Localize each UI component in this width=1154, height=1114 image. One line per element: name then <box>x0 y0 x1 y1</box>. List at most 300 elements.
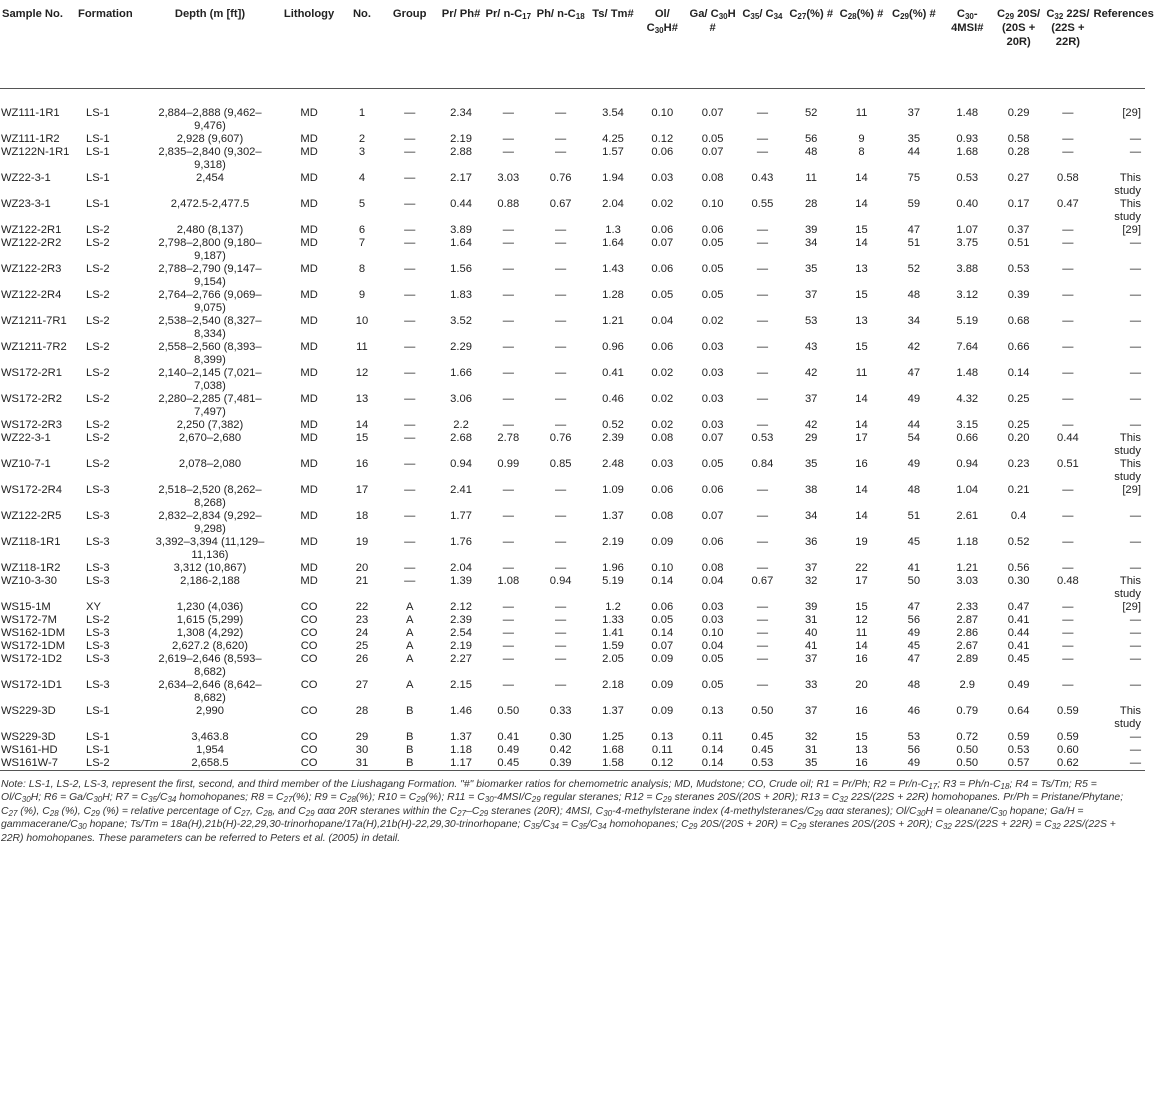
table-cell: — <box>1129 132 1141 145</box>
table-cell: — <box>404 483 416 496</box>
table-cell: WS161-HD <box>1 743 58 756</box>
table-cell: 3.52 <box>450 314 472 327</box>
table-cell: 0.58 <box>1056 171 1079 184</box>
table-cell: 0.12 <box>639 757 686 771</box>
table-row <box>0 705 1145 731</box>
table-cell: 14 <box>855 418 868 431</box>
table-cell: 0.05 <box>701 132 724 145</box>
table-cell: 0.20 <box>1007 431 1030 444</box>
table-cell: 16 <box>355 457 369 470</box>
table-cell: 53 <box>804 314 818 327</box>
table-cell: 1.59 <box>602 639 624 652</box>
table-cell: 28 <box>355 704 369 717</box>
table-cell: 14 <box>855 171 868 184</box>
table-cell: — <box>502 314 514 327</box>
table-cell: MD <box>300 145 318 158</box>
table-cell: 16 <box>837 757 886 771</box>
table-cell: 59 <box>907 197 921 210</box>
table-cell: 0.58 <box>1007 132 1030 145</box>
table-cell: LS-3 <box>85 483 110 496</box>
table-cell: MD <box>300 509 318 522</box>
table-row <box>0 757 1145 771</box>
table-cell: CO <box>300 652 318 665</box>
table-cell: — <box>1129 340 1141 353</box>
table-cell: 0.62 <box>1044 757 1091 771</box>
table-cell: 34 <box>907 314 921 327</box>
table-cell: WS162-1DM <box>1 626 66 639</box>
table-cell: 3.54 <box>602 106 624 119</box>
table-cell: 14 <box>855 509 868 522</box>
table-cell: 49 <box>907 457 921 470</box>
table-cell: 0.59 <box>1056 730 1079 743</box>
table-cell: 19 <box>855 535 868 548</box>
table-cell: WS172-2R3 <box>1 418 62 431</box>
table-cell: 0.03 <box>701 600 724 613</box>
table-cell: 45 <box>907 535 921 548</box>
table-body <box>0 88 1145 770</box>
table-cell: 0.21 <box>1007 483 1030 496</box>
table-cell: LS-3 <box>85 626 110 639</box>
table-cell: 6 <box>358 223 366 236</box>
table-cell: 0.04 <box>701 574 724 587</box>
table-cell: 1.21 <box>602 314 624 327</box>
table-cell: LS-1 <box>85 704 110 717</box>
table-cell: 0.51 <box>1056 457 1079 470</box>
table-cell: 11 <box>855 106 868 119</box>
table-cell: 0.4 <box>1010 509 1027 522</box>
table-cell: 13 <box>855 314 868 327</box>
table-cell: 0.94 <box>549 574 572 587</box>
table-cell: WZ1211-7R2 <box>1 340 67 353</box>
table-cell: 0.07 <box>651 639 674 652</box>
table-cell: This study <box>1114 574 1141 600</box>
table-cell: 2,928 (9,607) <box>176 132 244 145</box>
table-cell: 14 <box>855 483 868 496</box>
table-cell: 50 <box>907 574 921 587</box>
table-cell: 0.13 <box>651 730 674 743</box>
table-cell: WZ22-3-1 <box>1 431 51 444</box>
table-cell: 15 <box>855 600 868 613</box>
table-cell: 0.03 <box>701 392 724 405</box>
table-cell: 0.27 <box>1007 171 1030 184</box>
table-cell: 0.14 <box>686 757 739 771</box>
table-row <box>0 653 1145 679</box>
table-cell: B <box>405 704 414 717</box>
table-cell: — <box>502 340 514 353</box>
table-cell: — <box>555 652 567 665</box>
table-cell: [29] <box>1122 600 1141 613</box>
table-cell: 0.10 <box>701 197 724 210</box>
table-cell: 3.75 <box>956 236 979 249</box>
table-cell: 0.08 <box>701 561 724 574</box>
table-cell: — <box>756 132 768 145</box>
table-cell: 42 <box>907 340 921 353</box>
table-cell: A <box>405 613 414 626</box>
table-cell: 0.85 <box>549 457 572 470</box>
table-row <box>0 289 1145 315</box>
column-header: Lithology <box>274 0 344 88</box>
table-cell: — <box>1062 314 1074 327</box>
table-row <box>0 263 1145 289</box>
table-cell: 45 <box>907 639 921 652</box>
table-cell: — <box>502 145 514 158</box>
table-cell: — <box>1062 288 1074 301</box>
table-cell: 0.33 <box>549 704 572 717</box>
table-cell: 11 <box>855 366 868 379</box>
table-cell: 2.39 <box>450 613 472 626</box>
table-cell: 1.28 <box>602 288 624 301</box>
table-cell: 1.66 <box>450 366 472 379</box>
table-cell: LS-2 <box>85 613 110 626</box>
table-cell: 0.03 <box>701 366 724 379</box>
table-cell: — <box>502 535 514 548</box>
table-cell: — <box>502 132 514 145</box>
table-cell: LS-1 <box>85 743 110 756</box>
table-cell: 3,392–3,394 (11,129–11,136) <box>155 535 265 561</box>
table-cell: CO <box>300 743 318 756</box>
table-cell: — <box>1129 392 1141 405</box>
table-cell: — <box>1129 561 1141 574</box>
table-cell: 0.48 <box>1056 574 1079 587</box>
table-cell: 2.78 <box>497 431 520 444</box>
table-cell: 20 <box>855 678 868 691</box>
table-cell: MD <box>300 236 318 249</box>
table-cell: CO <box>300 730 318 743</box>
table-cell: 0.52 <box>1007 535 1030 548</box>
table-cell: 0.88 <box>497 197 520 210</box>
table-cell: A <box>405 600 414 613</box>
column-header: Group <box>380 0 440 88</box>
table-cell: — <box>756 340 768 353</box>
table-cell: 2.05 <box>602 652 624 665</box>
column-header: Pr/ Ph# <box>439 0 482 88</box>
table-cell: LS-1 <box>85 171 110 184</box>
table-cell: 17 <box>855 431 868 444</box>
table-cell: — <box>1129 626 1141 639</box>
table-cell: 1.37 <box>602 704 624 717</box>
table-cell: 2.68 <box>450 431 472 444</box>
table-cell: 0.02 <box>651 392 674 405</box>
table-row <box>0 614 1145 627</box>
table-cell: 0.09 <box>651 704 674 717</box>
table-cell: 0.06 <box>651 340 674 353</box>
table-cell: 39 <box>804 223 818 236</box>
table-cell: 2,518–2,520 (8,262–8,268) <box>158 483 262 509</box>
table-cell: — <box>404 132 416 145</box>
table-cell: A <box>405 678 414 691</box>
table-cell: WS172-7M <box>1 613 57 626</box>
table-cell: 2.39 <box>602 431 624 444</box>
table-cell: 0.44 <box>1007 626 1030 639</box>
table-cell: 2.61 <box>956 509 979 522</box>
table-cell: 2.89 <box>956 652 979 665</box>
table-cell: — <box>555 132 567 145</box>
table-cell: 0.53 <box>1007 743 1030 756</box>
table-cell: LS-1 <box>85 106 110 119</box>
table-cell: CO <box>274 757 344 771</box>
table-cell: 15 <box>855 288 868 301</box>
table-cell: 0.41 <box>602 366 624 379</box>
table-cell: 31 <box>804 743 818 756</box>
table-cell: — <box>1062 366 1074 379</box>
table-cell: 53 <box>907 730 921 743</box>
table-cell: 22 <box>855 561 868 574</box>
table-cell: This study <box>1114 431 1141 457</box>
table-cell: 0.03 <box>701 340 724 353</box>
table-cell: 15 <box>855 223 868 236</box>
table-cell: LS-2 <box>85 223 110 236</box>
column-header: $C_{28}(\%)$ # <box>837 0 886 88</box>
table-cell: 0.07 <box>701 106 724 119</box>
table-cell: This study <box>1114 197 1141 223</box>
table-cell: CO <box>300 678 318 691</box>
table-cell: 37 <box>804 704 818 717</box>
table-row <box>0 315 1145 341</box>
table-cell: MD <box>300 418 318 431</box>
table-cell: — <box>1062 223 1074 236</box>
table-cell: — <box>1062 535 1074 548</box>
table-cell: 15 <box>855 340 868 353</box>
table-row <box>0 731 1145 744</box>
table-cell: — <box>756 652 768 665</box>
table-cell: 0.07 <box>701 145 724 158</box>
table-cell: 2,627.2 (8,620) <box>172 639 248 652</box>
table-cell: 0.03 <box>701 613 724 626</box>
table-cell: MD <box>300 574 318 587</box>
table-cell: — <box>502 652 514 665</box>
table-cell: 2,670–2,680 <box>178 431 242 444</box>
table-cell: — <box>1062 262 1074 275</box>
table-cell: 2,798–2,800 (9,180–9,187) <box>158 236 262 262</box>
table-cell: — <box>404 392 416 405</box>
table-cell: 0.39 <box>1007 288 1030 301</box>
table-cell: 56 <box>804 132 818 145</box>
table-cell: CO <box>300 639 318 652</box>
table-row <box>0 393 1145 419</box>
table-cell: 2.9 <box>959 678 976 691</box>
table-cell: — <box>502 366 514 379</box>
table-cell: 0.66 <box>956 431 979 444</box>
table-cell: — <box>502 392 514 405</box>
table-cell: CO <box>300 626 318 639</box>
table-cell: 1.21 <box>956 561 979 574</box>
column-header: $C_{27}(\%)$ # <box>786 0 837 88</box>
table-cell: WZ122-2R2 <box>1 236 62 249</box>
table-cell: A <box>405 626 414 639</box>
table-cell: — <box>1129 678 1141 691</box>
table-cell: — <box>502 561 514 574</box>
table-cell: — <box>555 366 567 379</box>
table-cell: 0.53 <box>956 171 979 184</box>
table-cell: — <box>1062 418 1074 431</box>
table-cell: 0.06 <box>651 223 674 236</box>
table-cell: — <box>555 613 567 626</box>
table-cell: A <box>405 652 414 665</box>
table-cell: 0.44 <box>1056 431 1079 444</box>
table-cell: 0.67 <box>751 574 774 587</box>
table-cell: WZ1211-7R1 <box>1 314 67 327</box>
table-cell: 0.53 <box>1007 262 1030 275</box>
table-cell: — <box>404 509 416 522</box>
table-cell: 2,472.5-2,477.5 <box>170 197 250 210</box>
table-cell: 2.88 <box>450 145 472 158</box>
table-cell: WS172-2R2 <box>1 392 62 405</box>
table-cell: 0.06 <box>701 535 724 548</box>
table-cell: 0.72 <box>956 730 979 743</box>
table-row <box>0 133 1145 146</box>
table-cell: WZ10-3-30 <box>1 574 57 587</box>
table-cell: — <box>555 418 567 431</box>
table-cell: — <box>502 223 514 236</box>
table-cell: — <box>502 236 514 249</box>
table-cell: 49 <box>907 392 921 405</box>
table-cell: 1.56 <box>450 262 472 275</box>
table-cell: 0.39 <box>534 757 587 771</box>
table-cell: 37 <box>804 288 818 301</box>
table-cell: — <box>404 366 416 379</box>
table-cell: 2.17 <box>450 171 472 184</box>
table-cell: 1.18 <box>450 743 472 756</box>
table-cell: 0.09 <box>651 678 674 691</box>
table-cell: 1.17 <box>439 757 482 771</box>
table-cell: 28 <box>804 197 818 210</box>
table-cell: 49 <box>886 757 941 771</box>
table-cell: 29 <box>804 431 818 444</box>
table-cell: MD <box>300 340 318 353</box>
table-cell: LS-2 <box>85 392 110 405</box>
table-cell: — <box>756 483 768 496</box>
table-cell: 2,832–2,834 (9,292–9,298) <box>158 509 262 535</box>
table-cell: 0.41 <box>1007 639 1030 652</box>
table-cell: — <box>1129 743 1141 756</box>
table-cell: 0.05 <box>701 236 724 249</box>
table-cell: — <box>756 639 768 652</box>
table-cell: 34 <box>804 236 818 249</box>
table-cell: 0.08 <box>651 431 674 444</box>
table-cell: LS-1 <box>85 197 110 210</box>
table-cell: 0.40 <box>956 197 979 210</box>
table-cell: 11 <box>805 171 817 184</box>
table-cell: 32 <box>804 574 818 587</box>
table-cell: 0.03 <box>701 418 724 431</box>
table-cell: — <box>502 626 514 639</box>
table-cell: 0.56 <box>1007 561 1030 574</box>
table-cell: This study <box>1114 457 1141 483</box>
table-cell: 2,788–2,790 (9,147–9,154) <box>158 262 262 288</box>
table-cell: 3 <box>358 145 366 158</box>
table-row <box>0 432 1145 458</box>
column-header: $C_{30}-$ 4MSI# <box>942 0 993 88</box>
table-cell: 14 <box>355 418 369 431</box>
table-cell: 0.50 <box>497 704 520 717</box>
table-cell: 4.32 <box>956 392 979 405</box>
table-cell: 0.25 <box>1007 418 1030 431</box>
table-cell: 36 <box>804 535 818 548</box>
table-cell: 0.45 <box>1007 652 1030 665</box>
table-cell: 23 <box>355 613 369 626</box>
table-cell: 9 <box>858 132 865 145</box>
table-cell: 1.25 <box>602 730 624 743</box>
table-cell: — <box>756 314 768 327</box>
table-cell: WZ111-1R1 <box>1 106 60 119</box>
table-cell: 14 <box>855 197 868 210</box>
table-cell: — <box>1062 132 1074 145</box>
table-cell: 2.86 <box>956 626 979 639</box>
table-cell: 2 <box>358 132 366 145</box>
table-cell: 0.06 <box>701 483 724 496</box>
table-cell: 9 <box>358 288 366 301</box>
table-cell: MD <box>300 483 318 496</box>
table-cell: 44 <box>907 145 921 158</box>
table-cell: 0.05 <box>701 678 724 691</box>
table-cell: 37 <box>804 561 818 574</box>
table-cell: 47 <box>907 600 921 613</box>
table-cell: 75 <box>907 171 921 184</box>
table-cell: — <box>1062 106 1074 119</box>
table-cell: 1.96 <box>602 561 624 574</box>
table-cell: 20 <box>355 561 369 574</box>
table-cell: 22 <box>355 600 369 613</box>
table-cell: 0.02 <box>701 314 724 327</box>
table-row <box>0 484 1145 510</box>
table-cell: WZ118-1R2 <box>1 561 61 574</box>
table-cell: 0.14 <box>701 743 724 756</box>
table-cell: 35 <box>804 262 818 275</box>
table-cell: 2,884–2,888 (9,462–9,476) <box>158 106 262 132</box>
table-cell: — <box>502 262 514 275</box>
table-cell: 0.96 <box>602 340 624 353</box>
table-cell: 2.33 <box>956 600 979 613</box>
table-row <box>0 198 1145 224</box>
table-cell: 0.50 <box>751 704 774 717</box>
table-cell: — <box>555 223 567 236</box>
table-cell: 21 <box>355 574 369 587</box>
table-cell: 42 <box>804 418 818 431</box>
table-cell: LS-3 <box>85 561 110 574</box>
table-cell: WZ118-1R1 <box>1 535 61 548</box>
table-cell: B <box>405 743 414 756</box>
table-cell: [29] <box>1122 223 1141 236</box>
table-cell: 3.12 <box>956 288 979 301</box>
table-cell: 1.37 <box>602 509 624 522</box>
table-cell: WZ23-3-1 <box>1 197 51 210</box>
table-cell: — <box>502 600 514 613</box>
table-cell: — <box>404 223 416 236</box>
table-cell: 3,463.8 <box>191 730 229 743</box>
table-cell: 0.47 <box>1007 600 1030 613</box>
table-cell: — <box>1062 600 1074 613</box>
table-cell: MD <box>300 171 318 184</box>
table-cell: 2,634–2,646 (8,642–8,682) <box>158 678 262 704</box>
table-cell: 0.60 <box>1056 743 1079 756</box>
table-cell: WS172-2R1 <box>1 366 62 379</box>
table-cell: 2,990 <box>195 704 224 717</box>
table-cell: 2.04 <box>602 197 624 210</box>
table-row <box>0 679 1145 705</box>
table-cell: — <box>1062 236 1074 249</box>
table-cell: — <box>502 288 514 301</box>
column-header: References <box>1092 0 1146 88</box>
table-cell: 2.2 <box>453 418 469 431</box>
table-cell: 3.03 <box>497 171 520 184</box>
table-cell: 0.84 <box>751 457 774 470</box>
table-cell: 1.68 <box>956 145 979 158</box>
table-cell: 54 <box>907 431 921 444</box>
table-cell: 0.66 <box>1007 340 1030 353</box>
table-cell: 2,250 (7,382) <box>176 418 244 431</box>
table-cell: 27 <box>355 678 369 691</box>
table-cell: 0.04 <box>651 314 674 327</box>
